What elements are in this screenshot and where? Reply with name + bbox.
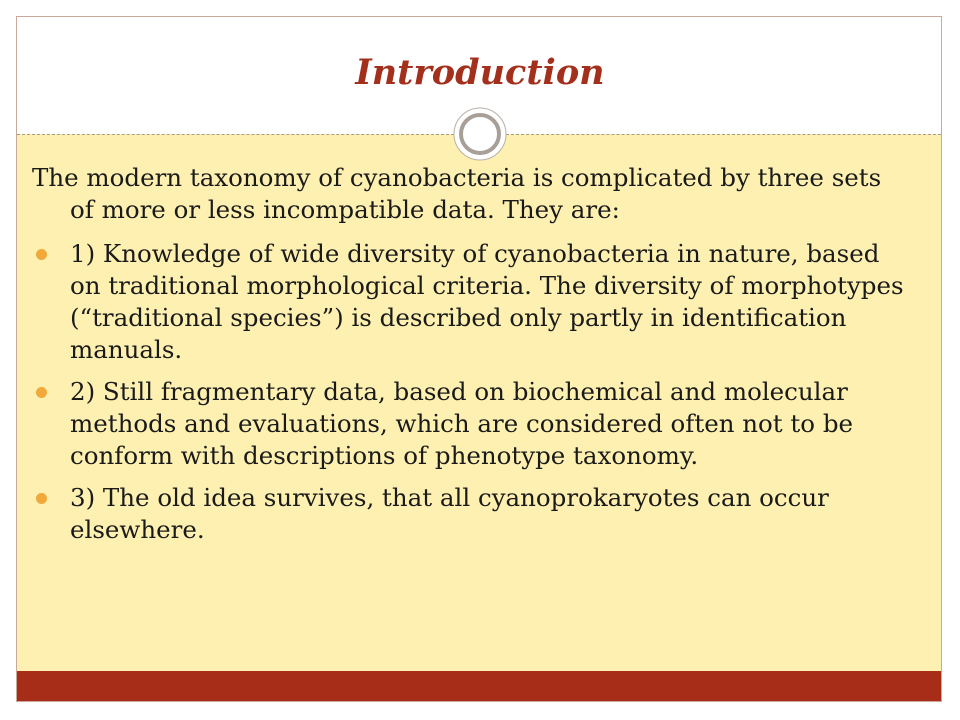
bullet-list	[32, 238, 912, 546]
bullet-item	[32, 238, 912, 366]
bullet-text: 1) Knowledge of wide diversity of cyanobacteria in nature, based on traditional morphological criteria. The diversity of morphotypes (“traditional species”) is described only partly in identification manuals.	[70, 239, 904, 364]
circle-ornament-icon	[453, 107, 507, 161]
slide-title: Introduction	[355, 52, 605, 93]
bullet-dot-icon	[36, 387, 47, 398]
bullet-text: 2) Still fragmentary data, based on biochemical and molecular methods and evaluations, which are considered often not to be conform with descriptions of phenotype taxonomy.	[70, 377, 853, 470]
title-divider-right	[506, 134, 941, 135]
bullet-item	[32, 482, 912, 546]
bullet-item	[32, 376, 912, 472]
title-divider-left	[17, 134, 454, 135]
body-text	[32, 162, 912, 556]
intro-paragraph: The modern taxonomy of cyanobacteria is complicated by three sets of more or less incompatible data. They are:	[32, 163, 882, 224]
bullet-dot-icon	[36, 493, 47, 504]
bullet-dot-icon	[36, 249, 47, 260]
bullet-text: 3) The old idea survives, that all cyanoprokaryotes can occur elsewhere.	[70, 483, 829, 544]
bottom-bar	[17, 671, 941, 701]
